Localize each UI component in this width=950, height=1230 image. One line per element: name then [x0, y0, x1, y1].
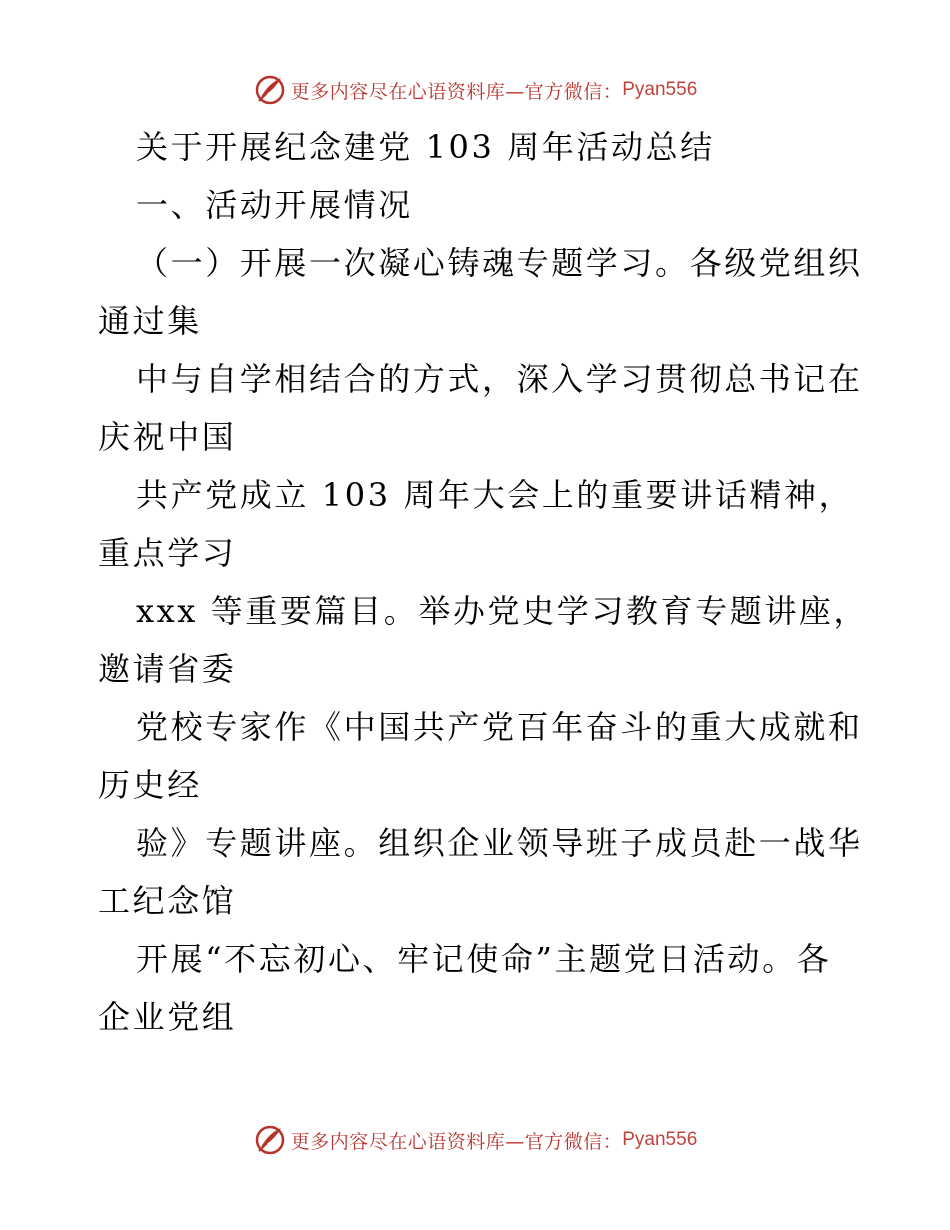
paragraph-line: 开展“不忘初心、牢记使命”主题党日活动。各: [136, 940, 832, 978]
paragraph-line: 庆祝中国: [98, 418, 237, 456]
watermark-text: 更多内容尽在心语资料库—官方微信：: [290, 1130, 623, 1153]
paragraph-line: 通过集: [98, 302, 202, 340]
paragraph-line: 共产党成立 103 周年大会上的重要讲话精神，: [136, 476, 854, 514]
paragraph-line: xxx 等重要篇目。举办党史学习教育专题讲座，: [136, 592, 869, 630]
watermark-text: 更多内容尽在心语资料库—官方微信：: [290, 80, 623, 103]
paragraph-line: 工纪念馆: [98, 882, 237, 920]
document-title: 关于开展纪念建党 103 周年活动总结: [136, 128, 715, 166]
header-watermark: [0, 70, 950, 110]
footer-watermark: [0, 1120, 950, 1160]
watermark-wechat-id: Pyan556: [622, 1129, 698, 1150]
paragraph-line: 中与自学相结合的方式，深入学习贯彻总书记在: [136, 360, 863, 398]
paragraph-line: 企业党组: [98, 998, 237, 1036]
paragraph-line: 历史经: [98, 766, 202, 804]
paragraph-line: 验》专题讲座。组织企业领导班子成员赴一战华: [136, 824, 863, 862]
quill-logo-icon: [253, 1123, 287, 1157]
watermark-wechat-id: Pyan556: [622, 79, 698, 100]
section-heading: 一、活动开展情况: [136, 186, 413, 224]
paragraph-line: 党校专家作《中国共产党百年奋斗的重大成就和: [136, 708, 863, 746]
paragraph-line: 重点学习: [98, 534, 237, 572]
paragraph-line: 邀请省委: [98, 650, 237, 688]
paragraph-line: （一）开展一次凝心铸魂专题学习。各级党组织: [136, 244, 863, 282]
quill-logo-icon: [253, 73, 287, 107]
